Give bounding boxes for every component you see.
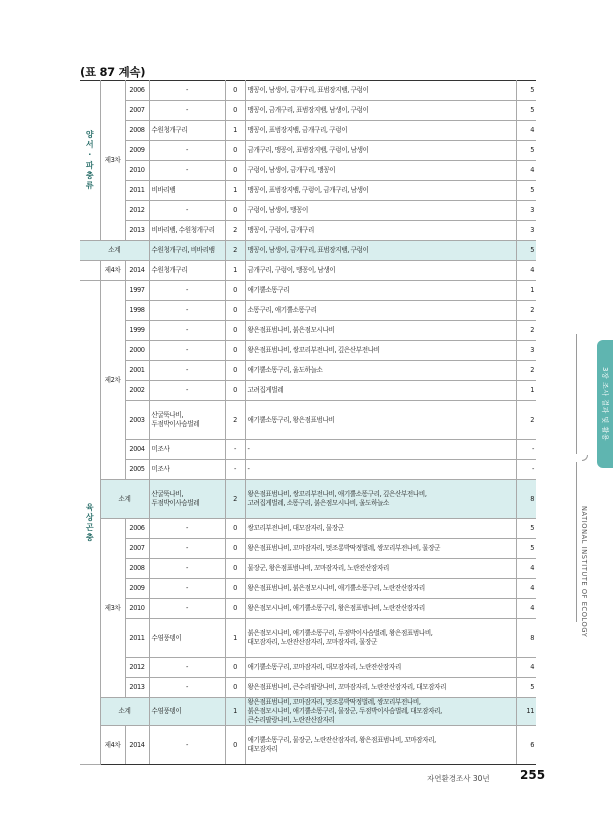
- survey-year: 2013: [125, 221, 149, 241]
- survey-year: 2013: [125, 678, 149, 698]
- species-count: 5: [516, 141, 536, 161]
- survey-year: 1998: [125, 301, 149, 321]
- new-species-count: 0: [225, 281, 245, 301]
- survey-year: 1997: [125, 281, 149, 301]
- survey-year: 2005: [125, 460, 149, 480]
- species-count: 4: [516, 559, 536, 579]
- new-species: 산굴뚝나비, 두점박이사슴벌레: [149, 401, 225, 440]
- survey-year: 2004: [125, 440, 149, 460]
- species-count: 3: [516, 221, 536, 241]
- new-species-count: 0: [225, 141, 245, 161]
- page-number: 255: [520, 768, 546, 782]
- group-label-yuksang: [80, 281, 100, 765]
- survey-year: 2011: [125, 181, 149, 201]
- survey-year: 2006: [125, 81, 149, 101]
- new-species-count: 2: [225, 241, 245, 261]
- survey-year: 2009: [125, 579, 149, 599]
- table-row: [80, 440, 536, 460]
- species-list: 애기뿔소똥구리, 물장군, 노란잔산잠자리, 왕은점표범나비, 꼬마잠자리, 대모잠자리: [245, 726, 516, 765]
- species-count: 1: [516, 381, 536, 401]
- species-list: 맹꽁이, 남생이, 금개구리, 표범장지뱀, 구렁이: [245, 81, 516, 101]
- new-species-count: 1: [225, 698, 245, 726]
- species-count: 4: [516, 161, 536, 181]
- survey-order: 제3차: [100, 519, 125, 698]
- survey-order: 제4차: [100, 261, 125, 281]
- new-species-count: 0: [225, 579, 245, 599]
- species-count: 5: [516, 81, 536, 101]
- new-species-count: 0: [225, 161, 245, 181]
- survey-year: 2014: [125, 261, 149, 281]
- survey-year: 2006: [125, 519, 149, 539]
- table-row: [80, 261, 536, 281]
- species-list: 구렁이, 남생이, 금개구리, 맹꽁이: [245, 161, 516, 181]
- subtotal-row: [80, 698, 536, 726]
- survey-year: 2012: [125, 201, 149, 221]
- species-count: 5: [516, 101, 536, 121]
- subtotal-row: [80, 241, 536, 261]
- species-count: 4: [516, 579, 536, 599]
- new-species: -: [149, 341, 225, 361]
- species-list: 왕은점표범나비, 꼬마잠자리, 멋조롱박딱정벌레, 쌍꼬리부전나비, 붉은점모시나비, 애기뿔소똥구리, 물장군, 두점박이사슴벌레, 대모잠자리, 큰수리팔랑나비, 노란잔산잠자리: [245, 698, 516, 726]
- species-list: 왕은점표범나비, 쌍꼬리부전나비, 애기뿔소똥구리, 깊은산부전나비, 고려집게벌레, 소똥구리, 붉은점모시나비, 울도하늘소: [245, 480, 516, 519]
- new-species: -: [149, 658, 225, 678]
- species-list: 구렁이, 남생이, 맹꽁이: [245, 201, 516, 221]
- species-list: 애기뿔소똥구리, 울도하늘소: [245, 361, 516, 381]
- species-list: 애기뿔소똥구리, 왕은점표범나비: [245, 401, 516, 440]
- side-divider: [576, 334, 577, 454]
- survey-year: 2008: [125, 121, 149, 141]
- species-count: -: [516, 440, 536, 460]
- new-species: -: [149, 539, 225, 559]
- new-species-count: -: [225, 440, 245, 460]
- table-row: [80, 101, 536, 121]
- species-list: 왕은점표범나비, 쌍꼬리부전나비, 깊은산부전나비: [245, 341, 516, 361]
- table-row: [80, 381, 536, 401]
- new-species-count: 0: [225, 101, 245, 121]
- table-row: [80, 361, 536, 381]
- table-row: [80, 539, 536, 559]
- species-list: 금개구리, 맹꽁이, 표범장지뱀, 구렁이, 남생이: [245, 141, 516, 161]
- species-list: 맹꽁이, 표범장지뱀, 구렁이, 금개구리, 남생이: [245, 181, 516, 201]
- species-count: 2: [516, 401, 536, 440]
- subtotal-label: 소계: [80, 241, 149, 261]
- species-count: 5: [516, 241, 536, 261]
- new-species: -: [149, 381, 225, 401]
- table-row: [80, 460, 536, 480]
- survey-year: 2011: [125, 619, 149, 658]
- species-count: 2: [516, 321, 536, 341]
- survey-order: 제3차: [100, 81, 125, 241]
- species-list: 맹꽁이, 금개구리, 표범장지뱀, 남생이, 구렁이: [245, 101, 516, 121]
- table-row: [80, 301, 536, 321]
- species-count: 2: [516, 361, 536, 381]
- chapter-tab-label: 3장 조사 결과 및 활용: [601, 367, 609, 441]
- new-species: -: [149, 141, 225, 161]
- new-species-count: 0: [225, 321, 245, 341]
- species-count: 3: [516, 341, 536, 361]
- new-species: 비바리뱀: [149, 181, 225, 201]
- table-row: [80, 619, 536, 658]
- survey-year: 2007: [125, 539, 149, 559]
- species-list: 붉은점모시나비, 애기뿔소똥구리, 두점박이사슴벌레, 왕은점표범나비, 대모잠자리, 노란잔산잠자리, 꼬마잠자리, 물장군: [245, 619, 516, 658]
- new-species-count: 0: [225, 599, 245, 619]
- species-count: 4: [516, 261, 536, 281]
- species-table: [80, 80, 536, 765]
- species-list: 왕은점표범나비, 꼬마잠자리, 멋조롱박딱정벌레, 쌍꼬리부전나비, 물장군: [245, 539, 516, 559]
- new-species-count: 0: [225, 201, 245, 221]
- species-count: 4: [516, 121, 536, 141]
- new-species: -: [149, 281, 225, 301]
- new-species-count: 1: [225, 619, 245, 658]
- new-species: 수원청개구리: [149, 261, 225, 281]
- species-list: 금개구리, 구렁이, 맹꽁이, 남생이: [245, 261, 516, 281]
- new-species: -: [149, 579, 225, 599]
- species-count: 3: [516, 201, 536, 221]
- species-count: 2: [516, 301, 536, 321]
- new-species: -: [149, 201, 225, 221]
- species-count: 5: [516, 181, 536, 201]
- table-row: [80, 161, 536, 181]
- survey-year: 2012: [125, 658, 149, 678]
- species-list: 맹꽁이, 남생이, 금개구리, 표범장지뱀, 구렁이: [245, 241, 516, 261]
- species-list: 왕은점표범나비, 큰수리팔랑나비, 꼬마잠자리, 노란잔산잠자리, 대모잠자리: [245, 678, 516, 698]
- table-row: [80, 221, 536, 241]
- new-species: -: [149, 81, 225, 101]
- new-species-count: 0: [225, 341, 245, 361]
- new-species: -: [149, 726, 225, 765]
- subtotal-label: 소계: [100, 480, 149, 519]
- survey-year: 2000: [125, 341, 149, 361]
- species-list: 고려집게벌레: [245, 381, 516, 401]
- subtotal-row: [80, 480, 536, 519]
- subtotal-label: 소계: [100, 698, 149, 726]
- species-list: 왕은점표범나비, 붉은점모시나비, 애기뿔소똥구리, 노란잔산잠자리: [245, 579, 516, 599]
- new-species-count: 0: [225, 678, 245, 698]
- species-count: 8: [516, 480, 536, 519]
- group-filler: [80, 261, 100, 281]
- table-row: [80, 321, 536, 341]
- new-species-count: 0: [225, 301, 245, 321]
- species-count: 4: [516, 599, 536, 619]
- table-row: [80, 579, 536, 599]
- new-species: -: [149, 161, 225, 181]
- new-species: 수염풍뎅이: [149, 619, 225, 658]
- species-count: 1: [516, 281, 536, 301]
- new-species: -: [149, 101, 225, 121]
- survey-year: 2002: [125, 381, 149, 401]
- species-count: 5: [516, 519, 536, 539]
- species-count: 6: [516, 726, 536, 765]
- survey-year: 2010: [125, 161, 149, 181]
- table-caption: (표 87 계속): [80, 65, 146, 79]
- table-row: [80, 658, 536, 678]
- species-list: 애기뿔소똥구리: [245, 281, 516, 301]
- species-list: 애기뿔소똥구리, 꼬마잠자리, 대모잠자리, 노란잔산잠자리: [245, 658, 516, 678]
- new-species-count: 0: [225, 559, 245, 579]
- survey-year: 2014: [125, 726, 149, 765]
- table-row: [80, 519, 536, 539]
- species-count: 8: [516, 619, 536, 658]
- new-species: 수염풍뎅이: [149, 698, 225, 726]
- side-curve: [582, 455, 588, 461]
- new-species-count: 0: [225, 539, 245, 559]
- new-species-count: 0: [225, 81, 245, 101]
- new-species-count: -: [225, 460, 245, 480]
- survey-year: 2007: [125, 101, 149, 121]
- survey-order: 제4차: [100, 726, 125, 765]
- new-species: 수원청개구리, 비바리뱀: [149, 241, 225, 261]
- table-row: [80, 181, 536, 201]
- survey-year: 2009: [125, 141, 149, 161]
- new-species-count: 0: [225, 726, 245, 765]
- new-species: -: [149, 678, 225, 698]
- new-species-count: 2: [225, 401, 245, 440]
- table-row: [80, 726, 536, 765]
- species-list: 맹꽁이, 구렁이, 금개구리: [245, 221, 516, 241]
- new-species: -: [149, 301, 225, 321]
- species-list: 쌍꼬리부전나비, 대모잠자리, 물장군: [245, 519, 516, 539]
- new-species: -: [149, 321, 225, 341]
- new-species: 미조사: [149, 440, 225, 460]
- species-list: 맹꽁이, 표범장지뱀, 금개구리, 구렁이: [245, 121, 516, 141]
- table-row: [80, 559, 536, 579]
- table-row: [80, 201, 536, 221]
- side-divider-lower: [576, 462, 577, 622]
- new-species-count: 1: [225, 261, 245, 281]
- species-list: 왕은점표범나비, 붉은점모시나비: [245, 321, 516, 341]
- species-list: -: [245, 440, 516, 460]
- table-row: [80, 401, 536, 440]
- table-row: [80, 341, 536, 361]
- table-row: [80, 81, 536, 101]
- survey-year: 2010: [125, 599, 149, 619]
- new-species-count: 0: [225, 381, 245, 401]
- survey-year: 1999: [125, 321, 149, 341]
- species-list: -: [245, 460, 516, 480]
- side-brand-text: NATIONAL INSTITUTE OF ECOLOGY: [580, 506, 588, 638]
- species-count: 11: [516, 698, 536, 726]
- new-species: -: [149, 559, 225, 579]
- species-count: 5: [516, 678, 536, 698]
- group-label-yangseo: [80, 81, 100, 241]
- new-species: 비바리뱀, 수원청개구리: [149, 221, 225, 241]
- new-species-count: 1: [225, 181, 245, 201]
- new-species: -: [149, 519, 225, 539]
- table-row: [80, 281, 536, 301]
- table-row: [80, 599, 536, 619]
- new-species-count: 0: [225, 658, 245, 678]
- new-species: -: [149, 599, 225, 619]
- new-species: -: [149, 361, 225, 381]
- survey-year: 2008: [125, 559, 149, 579]
- species-count: 5: [516, 539, 536, 559]
- survey-year: 2001: [125, 361, 149, 381]
- species-count: -: [516, 460, 536, 480]
- new-species-count: 0: [225, 519, 245, 539]
- new-species: 산굴뚝나비, 두점박이사슴벌레: [149, 480, 225, 519]
- new-species-count: 2: [225, 480, 245, 519]
- species-list: 물장군, 왕은점표범나비, 꼬마잠자리, 노란잔산잠자리: [245, 559, 516, 579]
- new-species-count: 1: [225, 121, 245, 141]
- table-row: [80, 121, 536, 141]
- new-species: 미조사: [149, 460, 225, 480]
- new-species-count: 2: [225, 221, 245, 241]
- group-label-text: 육상곤충: [85, 502, 95, 543]
- table-row: [80, 141, 536, 161]
- table-row: [80, 678, 536, 698]
- group-label-text: 양서·파충류: [85, 130, 95, 191]
- species-count: 4: [516, 658, 536, 678]
- species-list: 소똥구리, 애기뿔소똥구리: [245, 301, 516, 321]
- new-species-count: 0: [225, 361, 245, 381]
- new-species: 수원청개구리: [149, 121, 225, 141]
- survey-year: 2003: [125, 401, 149, 440]
- survey-order: 제2차: [100, 281, 125, 480]
- footer-title: 자연환경조사 30년: [427, 774, 490, 783]
- species-list: 왕은점모시나비, 애기뿔소똥구리, 왕은점표범나비, 노란잔산잠자리: [245, 599, 516, 619]
